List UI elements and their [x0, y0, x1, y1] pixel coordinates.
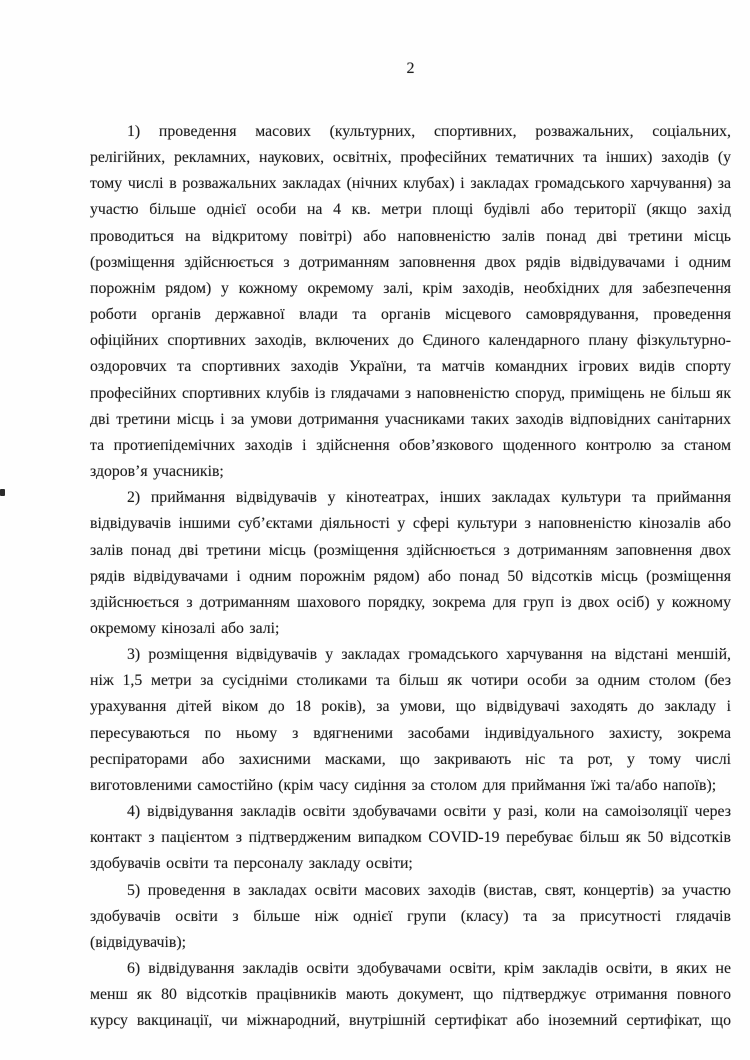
document-body: [90, 119, 731, 1034]
paragraph-1: 1) проведення масових (культурних, спортивних, розважальних, соціальних, релігійних, рекламних, наукових, освітніх, професійних тематичних та інших) заходів (у тому числі в розважальних закладах (нічних клубах) і закладах громадського харчування) за участю більше однієї особи на 4 кв. метри площі будівлі або території (якщо захід проводиться на відкритому повітрі) або наповненістю залів понад дві третини місць (розміщення здійснюється з дотриманням заповнення двох рядів відвідувачами і одним порожнім рядом) у кожному окремому залі, крім заходів, необхідних для забезпечення роботи органів державної влади та органів місцевого самоврядування, проведення офіційних спортивних заходів, включених до Єдиного календарного плану фізкультурно-оздоровчих та спортивних заходів України, та матчів командних ігрових видів спорту професійних спортивних клубів із глядачами з наповненістю споруд, приміщень не більш як дві третини місць і за умови дотримання учасниками таких заходів відповідних санітарних та протиепідемічних заходів і здійснення обов’язкового щоденного контролю за станом здоров’я учасників;: [90, 123, 731, 481]
paragraph-2: 2) приймання відвідувачів у кінотеатрах, інших закладах культури та приймання відвідувачів іншими суб’єктами діяльності у сфері культури з наповненістю кінозалів або залів понад дві третини місць (розміщення здійснюється з дотриманням заповнення двох рядів відвідувачами і одним порожнім рядом) або понад 50 відсотків місць (розміщення здійснюється з дотриманням шахового порядку, зокрема для груп із двох осіб) у кожному окремому кінозалі або залі;: [90, 489, 731, 637]
paragraph-6: 6) відвідування закладів освіти здобувачами освіти, крім закладів освіти, в яких не менш як 80 відсотків працівників мають документ, що підтверджує отримання повного курсу вакцинації, чи міжнародний, внутрішній сертифікат або іноземний сертифікат, що: [90, 960, 731, 1030]
paragraph-4: 4) відвідування закладів освіти здобувачами освіти у разі, коли на самоізоляції через контакт з пацієнтом з підтвердженим випадком COVID-19 перебуває більш як 50 відсотків здобувачів освіти та персоналу закладу освіти;: [90, 803, 731, 873]
page-number: 2: [406, 60, 415, 77]
paragraph-5: 5) проведення в закладах освіти масових заходів (вистав, свят, концертів) за участю здобувачів освіти з більше ніж однієї групи (класу) та за присутності глядачів (відвідувачів);: [90, 881, 731, 951]
paragraph-3: 3) розміщення відвідувачів у закладах громадського харчування на відстані меншій, ніж 1,5 метри за сусідніми столиками та більш як чотири особи за одним столом (без урахування дітей віком до 18 років), за умови, що відвідувачі заходять до закладу і пересуваються по ньому з вдягненими засобами індивідуального захисту, зокрема респіраторами або захисними масками, що закривають ніс та рот, у тому числі виготовленими самостійно (крім часу сидіння за столом для приймання їжі та/або напоїв);: [90, 646, 731, 794]
scan-artifact-mark: [0, 489, 5, 496]
